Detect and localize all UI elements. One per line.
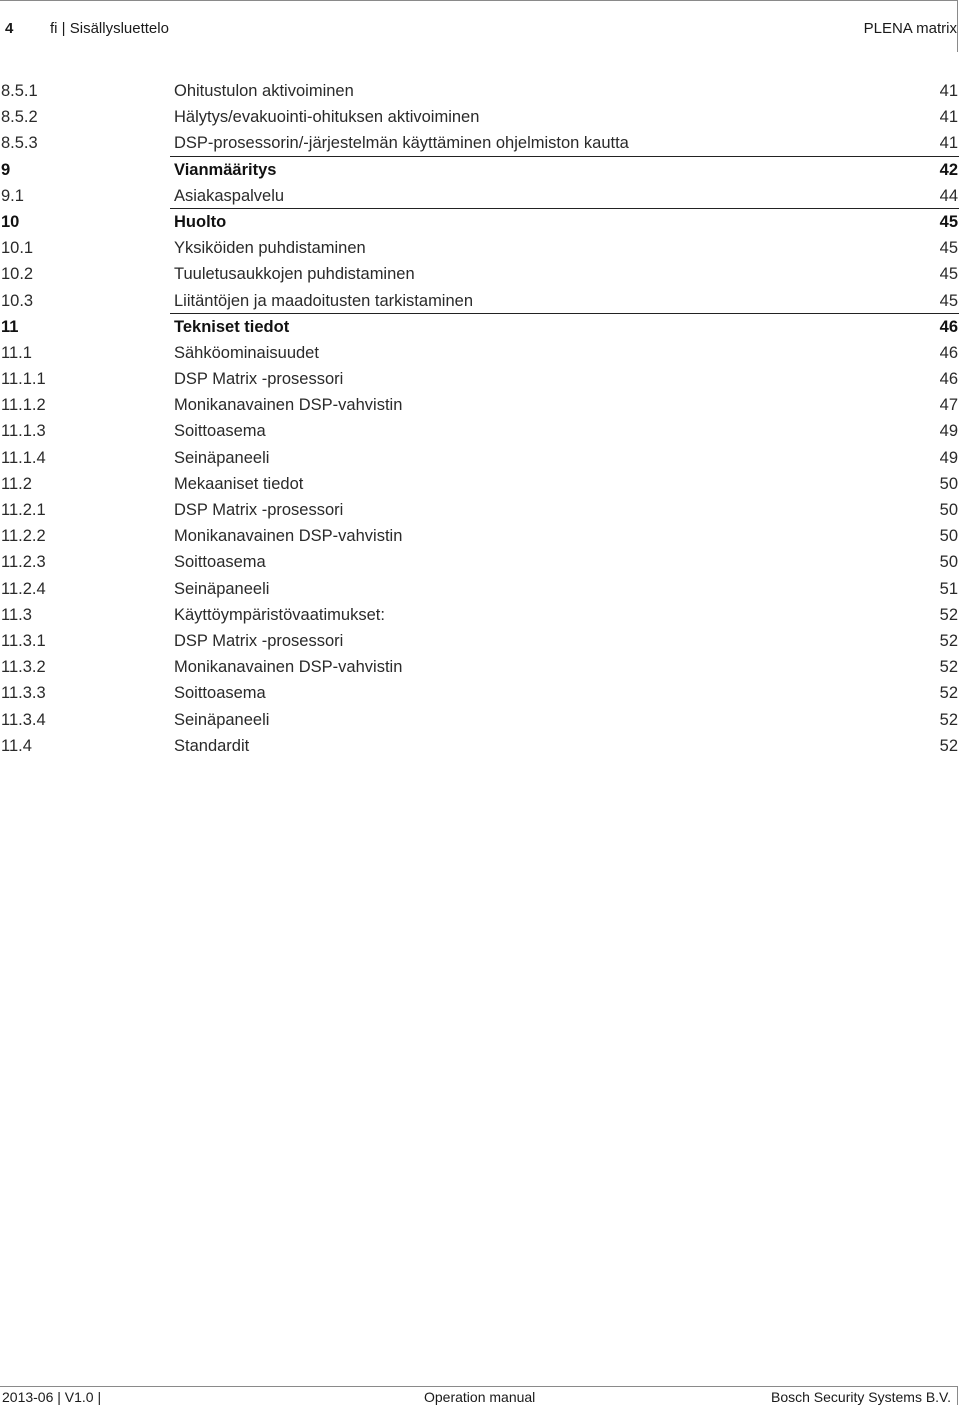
toc-entry-page: 41 [939, 134, 958, 153]
toc-entry-row[interactable] [0, 549, 959, 575]
toc-entry-title: DSP Matrix -prosessori [174, 631, 344, 650]
toc-entry-row[interactable] [0, 340, 959, 366]
toc-entry-page: 44 [939, 186, 958, 205]
toc-entry-title: Tekniset tiedot [174, 317, 290, 336]
header-page-number: 4 [5, 20, 14, 37]
toc-entry-row[interactable] [0, 261, 959, 287]
toc-entry-title: Soittoasema [174, 553, 266, 572]
toc-entry-title: Seinäpaneeli [174, 579, 270, 598]
toc-entry-row[interactable] [0, 418, 959, 444]
toc-entry-row[interactable] [0, 654, 959, 680]
toc-entry-row[interactable] [0, 104, 959, 130]
toc-entry-page: 52 [939, 684, 958, 703]
toc-entry-row[interactable] [0, 497, 959, 523]
toc-entry-row[interactable] [0, 78, 959, 104]
toc-entry-number: 11.2.2 [1, 527, 46, 546]
toc-entry-title: Seinäpaneeli [174, 448, 270, 467]
toc-entry-number: 11.3 [1, 605, 32, 624]
toc-chapter-row[interactable] [0, 157, 959, 183]
toc-entry-title: Asiakaspalvelu [174, 186, 285, 205]
toc-entry-row[interactable] [0, 628, 959, 654]
toc-entry-number: 11.3.1 [1, 631, 46, 650]
toc-entry-title: DSP Matrix -prosessori [174, 370, 344, 389]
toc-entry-row[interactable] [0, 471, 959, 497]
toc-entry-number: 8.5.2 [1, 108, 38, 127]
toc-entry-page: 41 [939, 108, 958, 127]
toc-entry-page: 49 [939, 422, 958, 441]
toc-entry-title: Monikanavainen DSP-vahvistin [174, 396, 403, 415]
header-section-title: fi | Sisällysluettelo [50, 20, 169, 37]
toc-entry-row[interactable] [0, 707, 959, 733]
toc-entry-page: 52 [939, 631, 958, 650]
toc-entry-row[interactable] [0, 733, 959, 759]
table-of-contents [0, 78, 959, 759]
toc-entry-title: Vianmääritys [174, 160, 277, 179]
toc-entry-title: Liitäntöjen ja maadoitusten tarkistaminen [174, 291, 474, 310]
toc-entry-page: 50 [939, 553, 958, 572]
toc-entry-number: 11.1.3 [1, 422, 46, 441]
toc-entry-number: 8.5.3 [1, 134, 38, 153]
toc-chapter-row[interactable] [0, 209, 959, 235]
toc-entry-page: 45 [939, 265, 958, 284]
toc-entry-row[interactable] [0, 235, 959, 261]
toc-entry-row[interactable] [0, 366, 959, 392]
page-footer [0, 1386, 958, 1405]
footer-company: Bosch Security Systems B.V. [771, 1389, 951, 1405]
toc-entry-title: DSP Matrix -prosessori [174, 501, 344, 519]
toc-entry-title: DSP-prosessorin/-järjestelmän käyttäminen ohjelmiston kautta [174, 134, 629, 153]
toc-entry-number: 11.1 [1, 343, 32, 362]
toc-entry-number: 9 [1, 160, 11, 179]
toc-entry-row[interactable] [0, 602, 959, 628]
toc-entry-page: 46 [939, 317, 958, 336]
toc-entry-number: 11.4 [1, 736, 32, 755]
toc-entry-number: 10.1 [1, 239, 34, 258]
toc-entry-title: Standardit [174, 736, 250, 755]
toc-entry-title: Monikanavainen DSP-vahvistin [174, 658, 403, 677]
toc-entry-page: 52 [939, 658, 958, 677]
toc-entry-page: 52 [939, 605, 958, 624]
toc-entry-number: 11 [1, 317, 19, 336]
toc-entry-number: 11.2 [1, 474, 32, 493]
toc-entry-row[interactable] [0, 392, 959, 418]
toc-entry-number: 11.1.2 [1, 396, 46, 415]
toc-entry-row[interactable] [0, 680, 959, 706]
toc-entry-row[interactable] [0, 445, 959, 471]
toc-entry-page: 46 [939, 370, 958, 389]
toc-entry-page: 45 [939, 291, 958, 310]
toc-entry-page: 50 [939, 501, 958, 519]
chapter-divider [170, 156, 959, 157]
footer-doc-type: Operation manual [424, 1389, 536, 1405]
toc-entry-number: 10.2 [1, 265, 34, 284]
toc-entry-page: 45 [939, 212, 958, 231]
footer-version: 2013-06 | V1.0 | [2, 1389, 102, 1405]
toc-entry-row[interactable] [0, 183, 959, 209]
toc-entry-number: 8.5.1 [1, 82, 38, 100]
toc-entry-page: 45 [939, 239, 958, 258]
toc-entry-page: 50 [939, 527, 958, 546]
toc-entry-page: 52 [939, 710, 958, 729]
toc-entry-page: 41 [939, 82, 958, 100]
toc-entry-number: 11.2.3 [1, 553, 46, 572]
chapter-divider [170, 208, 959, 209]
toc-entry-page: 51 [939, 579, 958, 598]
header-product-name: PLENA matrix [863, 20, 957, 37]
toc-entry-number: 10 [1, 212, 20, 231]
toc-entry-page: 47 [939, 396, 958, 415]
toc-entry-title: Sähköominaisuudet [174, 343, 319, 362]
toc-chapter-row[interactable] [0, 314, 959, 340]
toc-entry-number: 11.1.4 [1, 448, 46, 467]
toc-entry-title: Mekaaniset tiedot [174, 474, 304, 493]
toc-entry-number: 11.3.4 [1, 710, 46, 729]
toc-entry-title: Yksiköiden puhdistaminen [174, 239, 366, 258]
toc-entry-number: 11.1.1 [1, 370, 46, 389]
toc-entry-row[interactable] [0, 288, 959, 314]
toc-entry-page: 52 [939, 736, 958, 755]
toc-entry-title: Seinäpaneeli [174, 710, 270, 729]
toc-entry-title: Monikanavainen DSP-vahvistin [174, 527, 403, 546]
toc-entry-title: Soittoasema [174, 684, 266, 703]
toc-entry-title: Käyttöympäristövaatimukset: [174, 605, 385, 624]
toc-entry-row[interactable] [0, 576, 959, 602]
toc-entry-page: 50 [939, 474, 958, 493]
page-header [0, 0, 958, 52]
toc-entry-title: Ohitustulon aktivoiminen [174, 82, 354, 100]
toc-entry-number: 9.1 [1, 186, 24, 205]
toc-entry-title: Soittoasema [174, 422, 266, 441]
toc-entry-page: 42 [939, 160, 958, 179]
toc-entry-number: 11.2.1 [1, 501, 46, 519]
toc-entry-title: Huolto [174, 212, 227, 231]
toc-entry-page: 49 [939, 448, 958, 467]
toc-entry-row[interactable] [0, 130, 959, 156]
toc-entry-number: 11.3.3 [1, 684, 46, 703]
toc-entry-row[interactable] [0, 523, 959, 549]
toc-entry-page: 46 [939, 343, 958, 362]
toc-entry-title: Hälytys/evakuointi-ohituksen aktivoiminen [174, 108, 480, 127]
toc-entry-title: Tuuletusaukkojen puhdistaminen [174, 265, 415, 284]
toc-entry-number: 10.3 [1, 291, 34, 310]
toc-entry-number: 11.2.4 [1, 579, 46, 598]
toc-entry-number: 11.3.2 [1, 658, 46, 677]
